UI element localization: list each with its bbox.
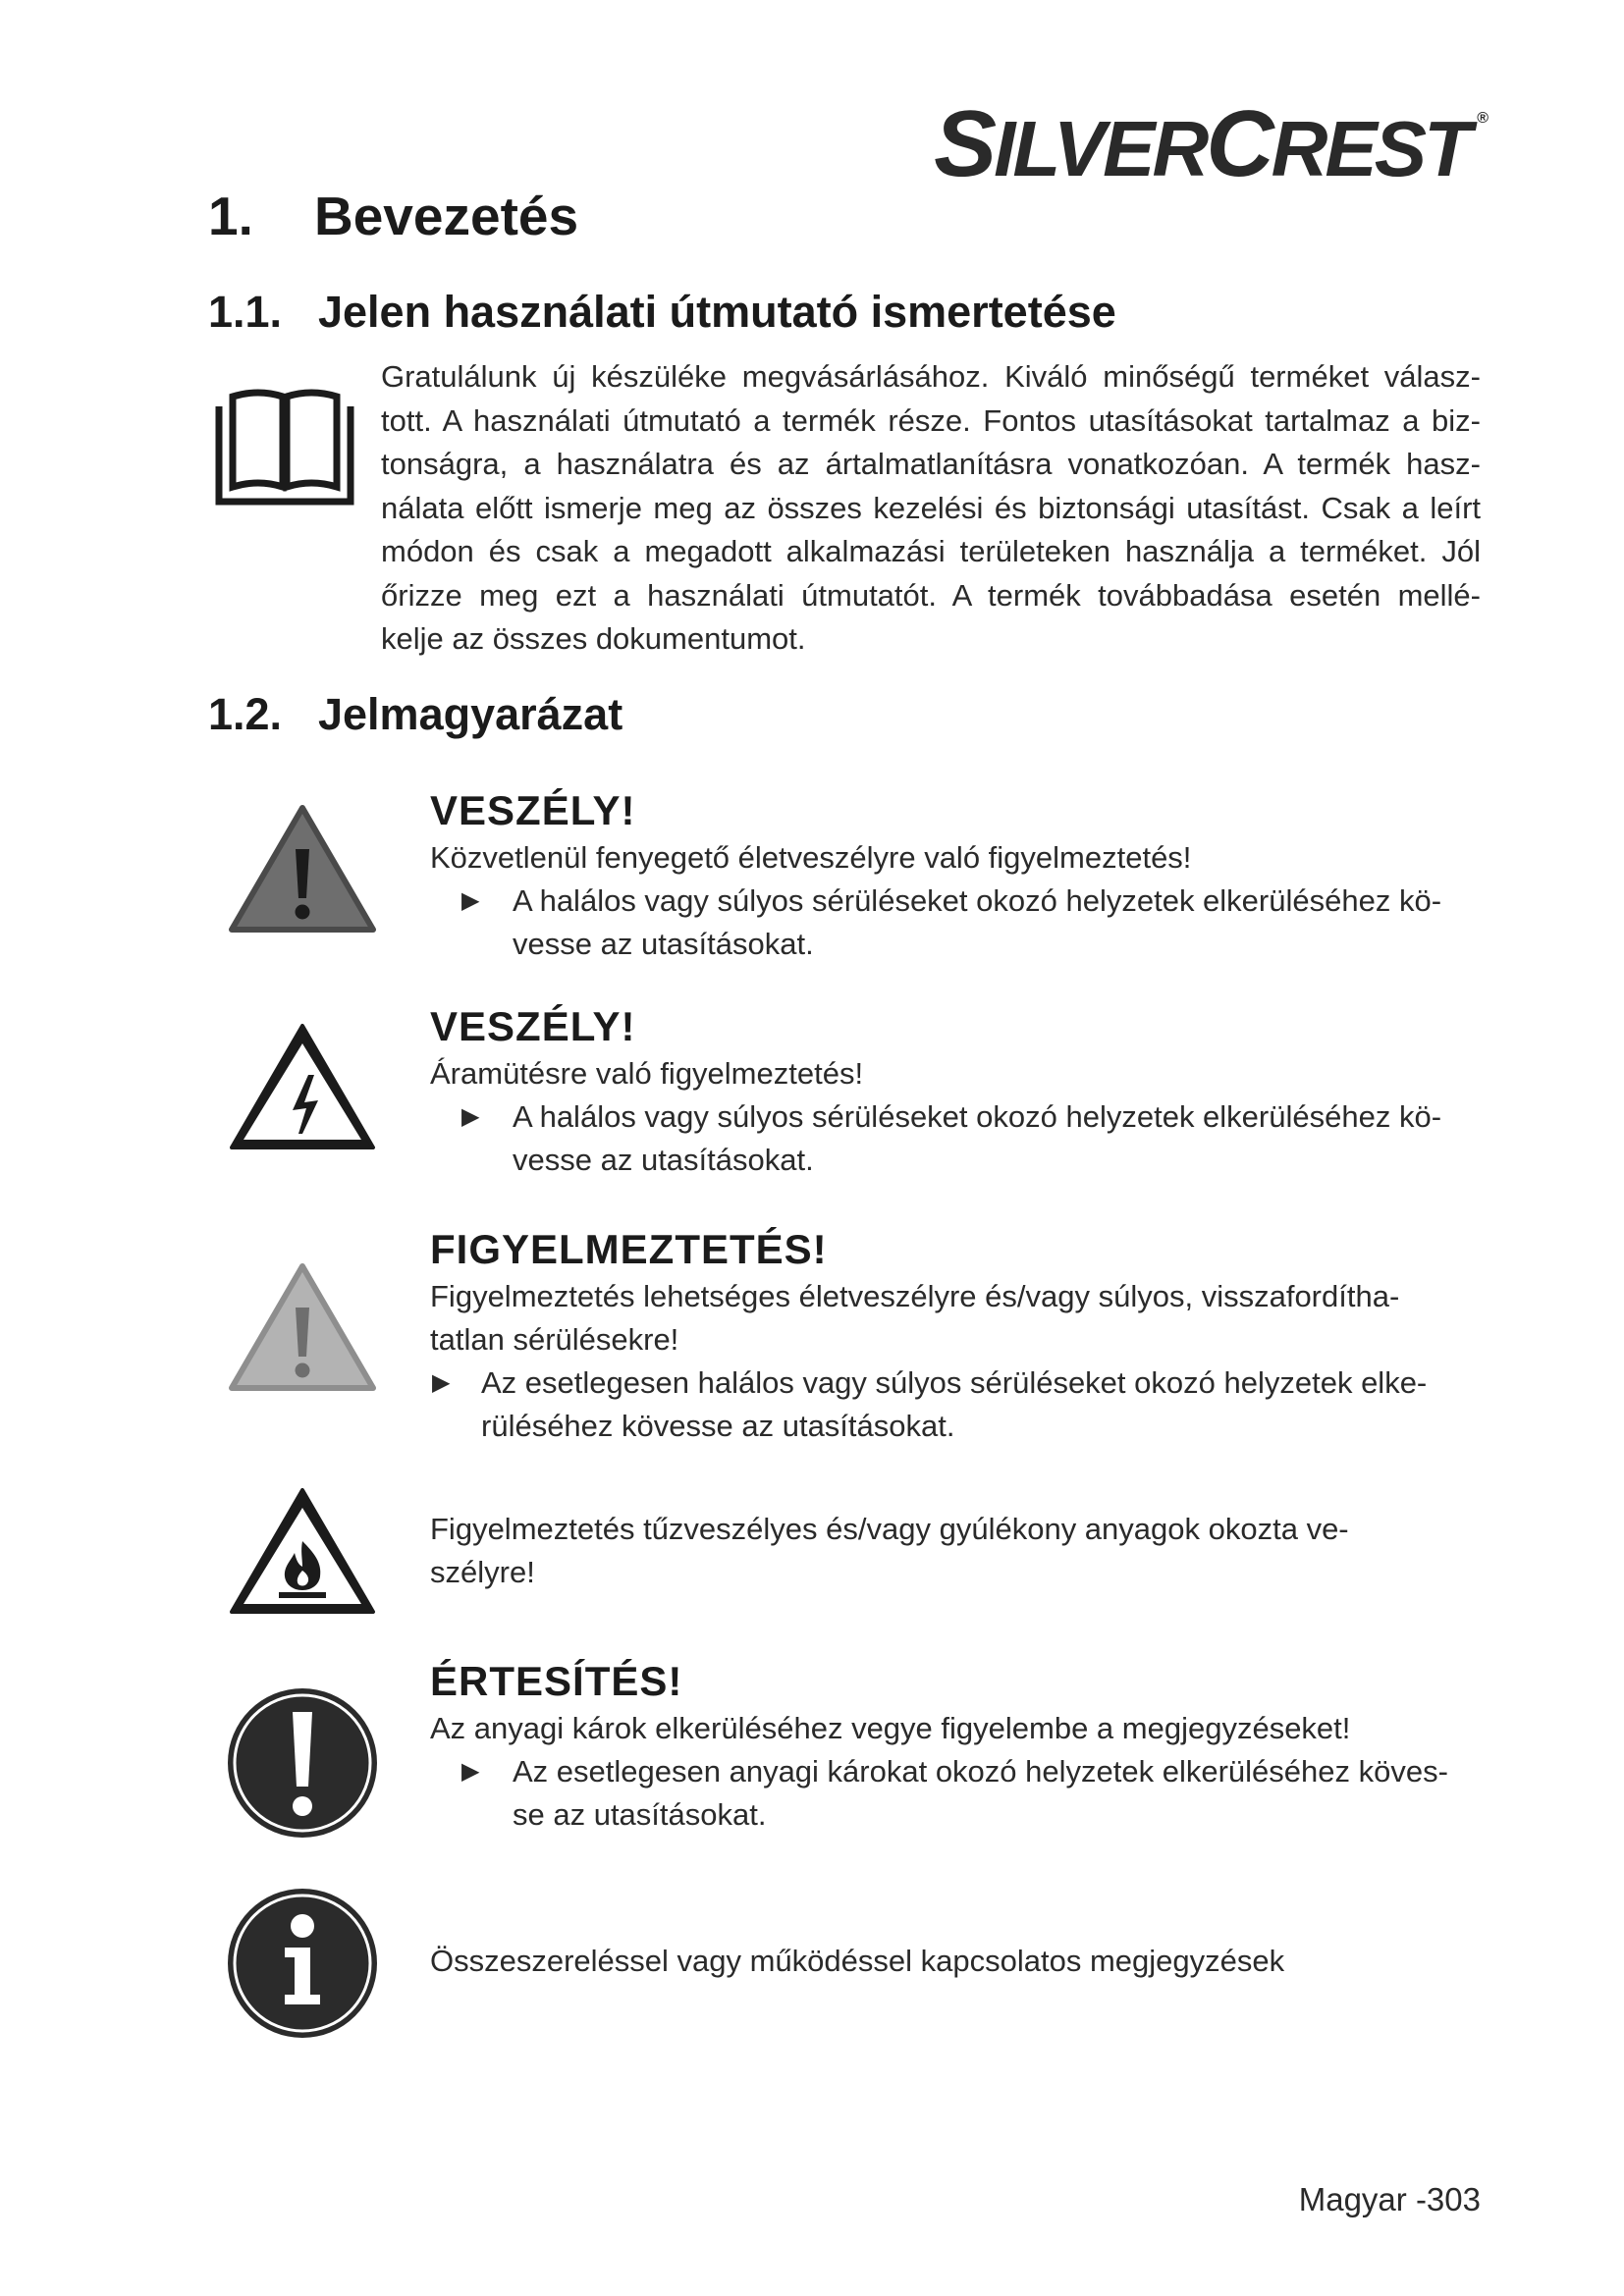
symbol-description: tatlan sérülésekre! xyxy=(430,1322,679,1357)
bullet-arrow-icon: ▶ xyxy=(461,1103,480,1130)
bullet-arrow-icon: ▶ xyxy=(461,1758,480,1785)
instruction-bullet: ▶ A halálos vagy súlyos sérüléseket okozó helyzetek elkerüléséhez kö- vesse az utasításokat. xyxy=(430,1095,1490,1182)
symbol-description: Közvetlenül fenyegető életveszélyre való figyelmeztetés! xyxy=(430,840,1192,875)
symbol-description: Figyelmeztetés lehetséges életveszélyre és/vagy súlyos, visszafordítha- xyxy=(430,1279,1400,1313)
page-number: Magyar -303 xyxy=(1298,2181,1481,2217)
symbol-description: Figyelmeztetés tűzveszélyes és/vagy gyúlékony anyagok okozta ve- xyxy=(430,1512,1349,1546)
info-circle-icon xyxy=(224,1885,381,2042)
symbol-entry-info xyxy=(430,1940,1490,1983)
instruction-bullet: ▶ A halálos vagy súlyos sérüléseket okozó helyzetek elkerüléséhez kö- vesse az utasításokat. xyxy=(430,880,1490,966)
signal-word: FIGYELMEZTETÉS! xyxy=(430,1226,828,1272)
bullet-arrow-icon: ▶ xyxy=(432,1369,451,1396)
symbol-entry-caution xyxy=(430,1224,1490,1448)
electric-shock-warning-icon xyxy=(224,1018,381,1155)
caution-warning-icon xyxy=(224,1258,381,1396)
symbol-entry-danger xyxy=(430,785,1490,966)
chapter-heading: 1. Bevezetés xyxy=(208,186,579,246)
manual-book-icon xyxy=(211,385,358,508)
flammable-warning-icon xyxy=(224,1482,381,1620)
signal-word: VESZÉLY! xyxy=(430,1003,636,1049)
instruction-bullet: ▶ Az esetlegesen anyagi károkat okozó helyzetek elkerüléséhez köves- se az utasításokat. xyxy=(430,1750,1490,1837)
bullet-arrow-icon: ▶ xyxy=(461,887,480,914)
intro-paragraph: Gratulálunk új készüléke megvásárlásához. Kiváló minőségű terméket válasz- tott. A használati útmutató a termék része. Fontos utasításokat tartalmaz a biz- tonságra, a használatra és az ártalmatlanításra vonatkozóan. A termék hasz- nálata előtt ismerje meg az összes kezelési és biztonsági utasítást. Csak a leírt módon és csak a megadott alkalmazási területeken használja a terméket. Jól őrizze meg ezt a használati útmutatót. A termék továbbadása esetén mellé- kelje az összes dokumentumot. xyxy=(381,359,1481,656)
section-heading-1-1: 1.1. Jelen használati útmutató ismertetése xyxy=(208,287,1116,337)
symbol-entry-notice xyxy=(430,1656,1490,1837)
symbol-description: Az anyagi károk elkerüléséhez vegye figyelembe a megjegyzéseket! xyxy=(430,1711,1351,1745)
symbol-description: Összeszereléssel vagy működéssel kapcsolatos megjegyzések xyxy=(430,1944,1285,1978)
exclamation-circle-icon xyxy=(224,1684,381,1842)
symbol-description: Áramütésre való figyelmeztetés! xyxy=(430,1056,864,1091)
symbol-entry-electric xyxy=(430,1001,1490,1182)
instruction-bullet: ▶ Az esetlegesen halálos vagy súlyos sérüléseket okozó helyzetek elke- rüléséhez kövesse az utasításokat. xyxy=(430,1362,1490,1448)
symbol-entry-flammable xyxy=(430,1508,1490,1594)
symbol-description: szélyre! xyxy=(430,1555,535,1589)
section-heading-1-2: 1.2. Jelmagyarázat xyxy=(208,689,623,739)
signal-word: ÉRTESÍTÉS! xyxy=(430,1658,683,1704)
danger-warning-icon xyxy=(224,800,381,937)
brand-logo: SILVERCREST ® xyxy=(934,91,1489,196)
signal-word: VESZÉLY! xyxy=(430,787,636,833)
